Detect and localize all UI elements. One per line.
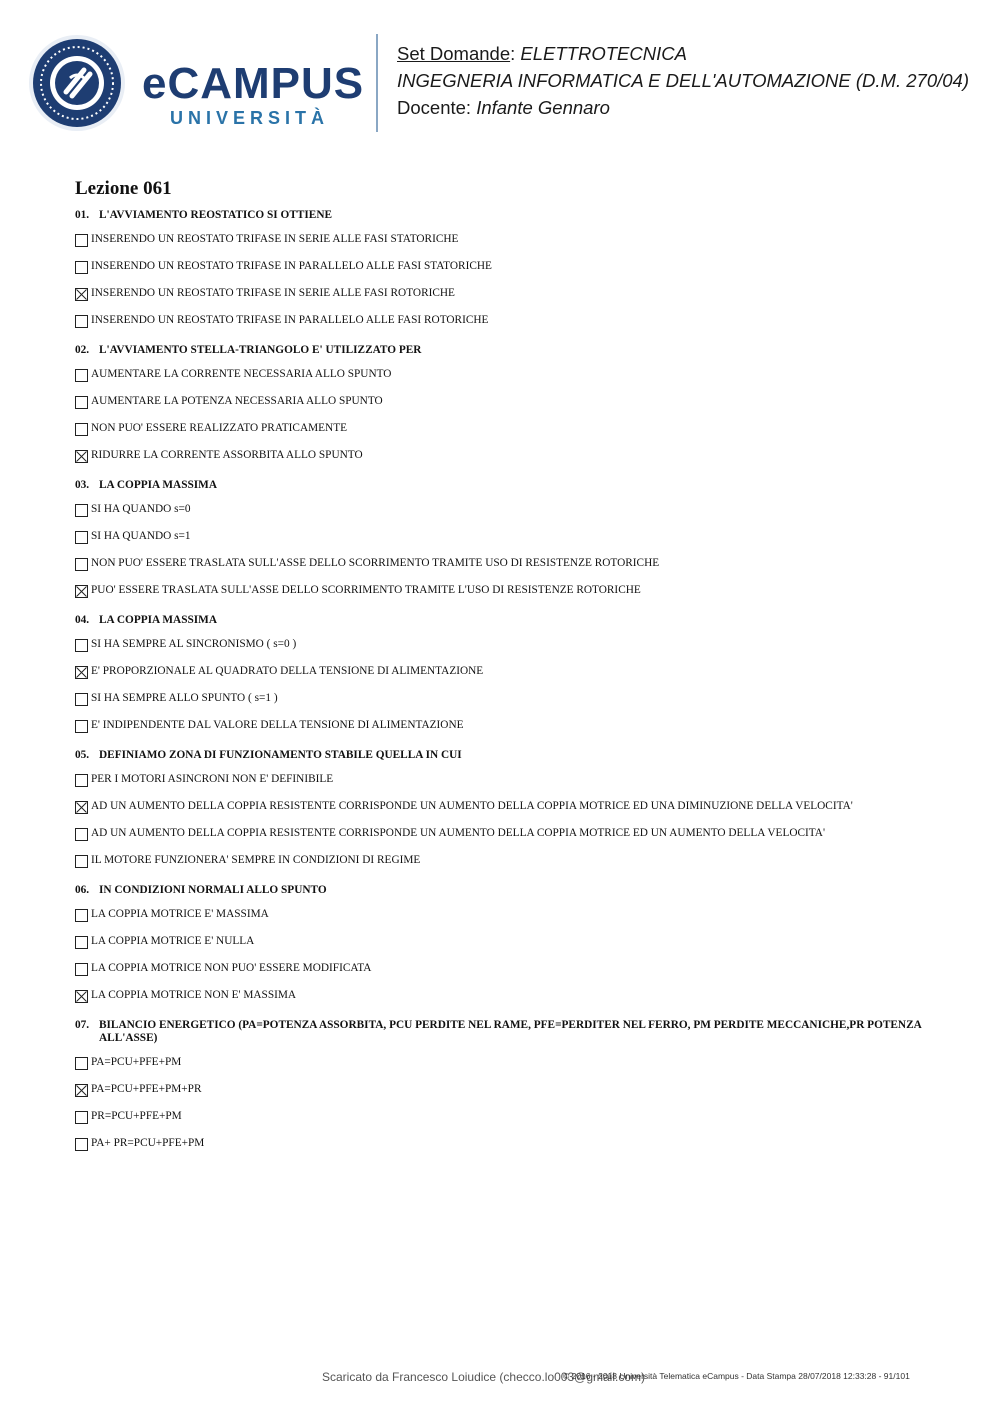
answer-option[interactable] xyxy=(75,825,955,842)
answer-option[interactable] xyxy=(75,1108,955,1125)
answer-option-text: SI HA QUANDO s=0 xyxy=(91,503,191,515)
answer-option-text: AD UN AUMENTO DELLA COPPIA RESISTENTE CORRISPONDE UN AUMENTO DELLA COPPIA MOTRICE ED UN AUMENTO DELLA VELOCITA' xyxy=(91,827,825,839)
lesson-title: Lezione 061 xyxy=(75,178,172,199)
answer-option[interactable] xyxy=(75,960,955,977)
question xyxy=(75,1019,955,1152)
checkbox-empty-icon[interactable] xyxy=(75,1138,88,1151)
checkbox-empty-icon[interactable] xyxy=(75,261,88,274)
checkbox-empty-icon[interactable] xyxy=(75,693,88,706)
checkbox-empty-icon[interactable] xyxy=(75,828,88,841)
question-body: BILANCIO ENERGETICO (PA=POTENZA ASSORBITA, PCU PERDITE NEL RAME, PFE=PERDITER NEL FERRO, PM PERDITE MECCANICHE,PR POTENZA ALL'ASSE) xyxy=(99,1019,922,1044)
checkbox-empty-icon[interactable] xyxy=(75,234,88,247)
answer-option-text: SI HA SEMPRE AL SINCRONISMO ( s=0 ) xyxy=(91,638,297,650)
answer-option-text: PUO' ESSERE TRASLATA SULL'ASSE DELLO SCORRIMENTO TRAMITE L'USO DI RESISTENZE ROTORICHE xyxy=(91,584,641,596)
answer-option-text: INSERENDO UN REOSTATO TRIFASE IN PARALLELO ALLE FASI STATORICHE xyxy=(91,260,492,272)
checkbox-empty-icon[interactable] xyxy=(75,531,88,544)
question-body: L'AVVIAMENTO STELLA-TRIANGOLO E' UTILIZZATO PER xyxy=(99,344,422,356)
checkbox-checked-icon[interactable] xyxy=(75,990,88,1003)
answer-option[interactable] xyxy=(75,420,955,437)
answer-option[interactable] xyxy=(75,231,955,248)
answer-option-text: PA=PCU+PFE+PM xyxy=(91,1056,182,1068)
answer-option-text: INSERENDO UN REOSTATO TRIFASE IN SERIE ALLE FASI ROTORICHE xyxy=(91,287,455,299)
checkbox-empty-icon[interactable] xyxy=(75,774,88,787)
question-number: 02. xyxy=(75,344,90,356)
docente-name: Infante Gennaro xyxy=(476,97,610,118)
question-number: 06. xyxy=(75,884,90,896)
answer-option-text: AUMENTARE LA CORRENTE NECESSARIA ALLO SPUNTO xyxy=(91,368,392,380)
answer-option-text: AD UN AUMENTO DELLA COPPIA RESISTENTE CORRISPONDE UN AUMENTO DELLA COPPIA MOTRICE ED UNA DIMINUZIONE DELLA VELOCITA' xyxy=(91,800,853,812)
checkbox-empty-icon[interactable] xyxy=(75,423,88,436)
question-text xyxy=(75,614,955,627)
answer-option[interactable] xyxy=(75,1081,955,1098)
checkbox-empty-icon[interactable] xyxy=(75,720,88,733)
answer-option-text: PER I MOTORI ASINCRONI NON E' DEFINIBILE xyxy=(91,773,334,785)
checkbox-checked-icon[interactable] xyxy=(75,1084,88,1097)
question-body: IN CONDIZIONI NORMALI ALLO SPUNTO xyxy=(99,884,327,896)
question-text xyxy=(75,1019,955,1045)
answer-option[interactable] xyxy=(75,906,955,923)
docente-label: Docente: xyxy=(397,97,472,118)
question xyxy=(75,209,955,329)
logo-wordmark xyxy=(142,59,365,129)
question-number: 05. xyxy=(75,749,90,761)
checkbox-empty-icon[interactable] xyxy=(75,936,88,949)
question-body: LA COPPIA MASSIMA xyxy=(99,614,217,626)
docente-line xyxy=(397,94,969,121)
answer-option[interactable] xyxy=(75,1054,955,1071)
set-label: Set Domande xyxy=(397,43,511,64)
answer-option[interactable] xyxy=(75,447,955,464)
set-line: Set Domande: ELETTROTECNICA xyxy=(397,43,687,64)
checkbox-checked-icon[interactable] xyxy=(75,288,88,301)
answer-option[interactable] xyxy=(75,663,955,680)
answer-option-text: LA COPPIA MOTRICE NON E' MASSIMA xyxy=(91,989,297,1001)
question-text xyxy=(75,479,955,492)
checkbox-checked-icon[interactable] xyxy=(75,450,88,463)
answer-option[interactable] xyxy=(75,1135,955,1152)
question-number: 01. xyxy=(75,209,90,221)
checkbox-empty-icon[interactable] xyxy=(75,1057,88,1070)
answer-option-text: NON PUO' ESSERE TRASLATA SULL'ASSE DELLO SCORRIMENTO TRAMITE USO DI RESISTENZE ROTORICHE xyxy=(91,557,660,569)
answer-option[interactable] xyxy=(75,501,955,518)
answer-option-text: INSERENDO UN REOSTATO TRIFASE IN PARALLELO ALLE FASI ROTORICHE xyxy=(91,314,489,326)
checkbox-checked-icon[interactable] xyxy=(75,585,88,598)
question xyxy=(75,344,955,464)
question xyxy=(75,614,955,734)
question-text xyxy=(75,749,955,762)
answer-option-text: INSERENDO UN REOSTATO TRIFASE IN SERIE ALLE FASI STATORICHE xyxy=(91,233,459,245)
answer-option[interactable] xyxy=(75,258,955,275)
logo-subtitle: UNIVERSITÀ xyxy=(170,108,330,128)
answer-option-text: PR=PCU+PFE+PM xyxy=(91,1110,182,1122)
answer-option[interactable] xyxy=(75,555,955,572)
answer-option[interactable] xyxy=(75,528,955,545)
answer-option[interactable] xyxy=(75,717,955,734)
header-info xyxy=(397,40,969,121)
answer-option-text: NON PUO' ESSERE REALIZZATO PRATICAMENTE xyxy=(91,422,348,434)
answer-option-text: E' PROPORZIONALE AL QUADRATO DELLA TENSIONE DI ALIMENTAZIONE xyxy=(91,665,484,677)
question-body: DEFINIAMO ZONA DI FUNZIONAMENTO STABILE QUELLA IN CUI xyxy=(99,749,462,761)
question xyxy=(75,749,955,869)
answer-option-text: RIDURRE LA CORRENTE ASSORBITA ALLO SPUNTO xyxy=(91,449,363,461)
answer-option-text: PA+ PR=PCU+PFE+PM xyxy=(91,1137,205,1149)
checkbox-empty-icon[interactable] xyxy=(75,315,88,328)
checkbox-empty-icon[interactable] xyxy=(75,558,88,571)
set-value: ELETTROTECNICA xyxy=(520,43,687,64)
answer-option[interactable] xyxy=(75,285,955,302)
ecampus-logo xyxy=(28,34,368,134)
answer-option[interactable] xyxy=(75,771,955,788)
answer-option-text: AUMENTARE LA POTENZA NECESSARIA ALLO SPUNTO xyxy=(91,395,383,407)
checkbox-empty-icon[interactable] xyxy=(75,1111,88,1124)
answer-option[interactable] xyxy=(75,933,955,950)
answer-option[interactable] xyxy=(75,636,955,653)
question-body: L'AVVIAMENTO REOSTATICO SI OTTIENE xyxy=(99,209,333,221)
question-number: 04. xyxy=(75,614,90,626)
answer-option-text: LA COPPIA MOTRICE NON PUO' ESSERE MODIFICATA xyxy=(91,962,372,974)
checkbox-empty-icon[interactable] xyxy=(75,963,88,976)
answer-option[interactable] xyxy=(75,312,955,329)
answer-option-text: SI HA QUANDO s=1 xyxy=(91,530,191,542)
questions-list xyxy=(75,209,955,1152)
answer-option[interactable] xyxy=(75,366,955,383)
question-number: 03. xyxy=(75,479,90,491)
answer-option[interactable] xyxy=(75,582,955,599)
question-text xyxy=(75,884,955,897)
header-divider xyxy=(376,34,378,132)
answer-option[interactable] xyxy=(75,690,955,707)
question-set xyxy=(75,178,955,1167)
answer-option-text: SI HA SEMPRE ALLO SPUNTO ( s=1 ) xyxy=(91,692,278,704)
checkbox-empty-icon[interactable] xyxy=(75,396,88,409)
question xyxy=(75,884,955,1004)
answer-option-text: LA COPPIA MOTRICE E' MASSIMA xyxy=(91,908,269,920)
answer-option-text: LA COPPIA MOTRICE E' NULLA xyxy=(91,935,255,947)
question-text xyxy=(75,344,955,357)
course-name: INGEGNERIA INFORMATICA E DELL'AUTOMAZIONE (D.M. 270/04) xyxy=(397,70,969,91)
checkbox-checked-icon[interactable] xyxy=(75,801,88,814)
answer-option-text: E' INDIPENDENTE DAL VALORE DELLA TENSIONE DI ALIMENTAZIONE xyxy=(91,719,464,731)
checkbox-empty-icon[interactable] xyxy=(75,639,88,652)
checkbox-empty-icon[interactable] xyxy=(75,369,88,382)
answer-option[interactable] xyxy=(75,798,955,815)
question-text xyxy=(75,209,955,222)
question-number: 07. xyxy=(75,1019,90,1031)
ecampus-seal-icon xyxy=(28,34,126,132)
checkbox-empty-icon[interactable] xyxy=(75,855,88,868)
question-body: LA COPPIA MASSIMA xyxy=(99,479,217,491)
answer-option[interactable] xyxy=(75,393,955,410)
answer-option[interactable] xyxy=(75,852,955,869)
question xyxy=(75,479,955,599)
footer-download-note: Scaricato da Francesco Loiudice (checco.lo003@gmail.com) xyxy=(322,1370,645,1384)
footer-print-info: © 2016 - 2018 Università Telematica eCampus - Data Stampa 28/07/2018 12:33:28 - 91/101 xyxy=(563,1371,910,1381)
checkbox-checked-icon[interactable] xyxy=(75,666,88,679)
checkbox-empty-icon[interactable] xyxy=(75,909,88,922)
answer-option-text: IL MOTORE FUNZIONERA' SEMPRE IN CONDIZIONI DI REGIME xyxy=(91,854,421,866)
answer-option-text: PA=PCU+PFE+PM+PR xyxy=(91,1083,202,1095)
answer-option[interactable] xyxy=(75,987,955,1004)
logo-brand: eCAMPUS xyxy=(142,59,365,108)
checkbox-empty-icon[interactable] xyxy=(75,504,88,517)
